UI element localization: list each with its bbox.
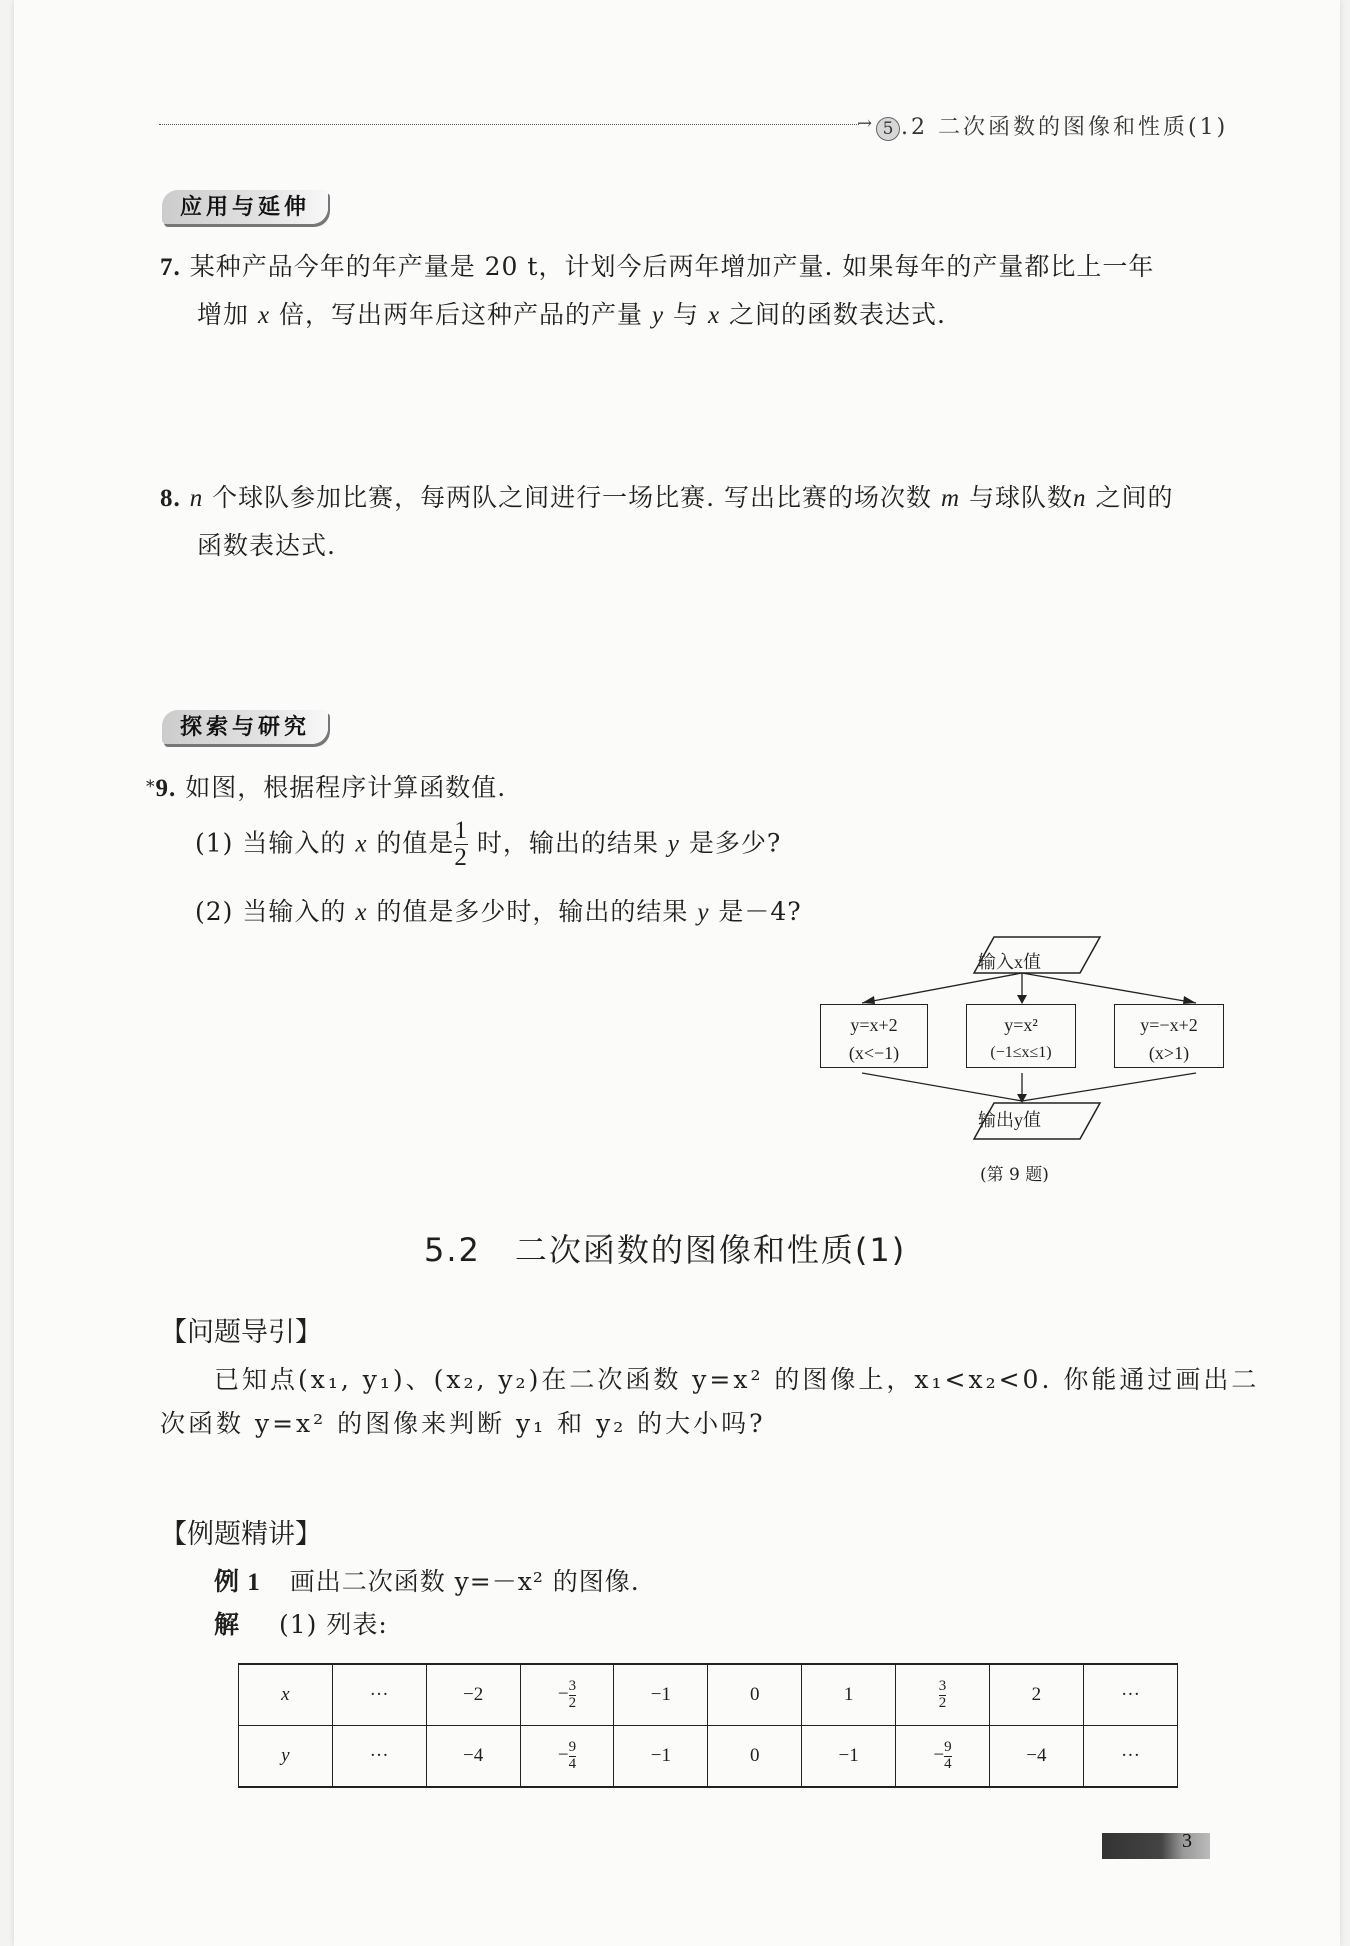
fraction: $\frac{9}{4}$: [944, 1738, 952, 1772]
flowchart-box-right: y=−x+2 (x>1): [1114, 1004, 1224, 1068]
table-row-x: [239, 1664, 1178, 1726]
header-rule: [159, 124, 859, 125]
table-cell: 0: [708, 1664, 802, 1726]
table-cell: − $\frac{3}{2}$: [520, 1664, 614, 1726]
flowchart-box-middle: y=x² (−1≤x≤1): [966, 1004, 1076, 1068]
header-arrow-icon: →: [857, 113, 873, 134]
flowchart-output-label: 输出y值: [978, 1110, 1041, 1130]
page-number: 3: [1182, 1830, 1192, 1852]
table-cell: [896, 1664, 990, 1726]
section-tab-apply: 应用与延伸: [162, 190, 328, 224]
example-1: 例 1 画出二次函数 y=－x² 的图像.: [214, 1567, 640, 1596]
fraction: $\frac{9}{4}$: [568, 1738, 577, 1772]
table-cell: ···: [1083, 1726, 1177, 1788]
intro-line-1: 已知点(x₁, y₁)、(x₂, y₂)在二次函数 y=x² 的图像上，x₁<x₂<0. 你能通过画出二: [214, 1365, 1260, 1394]
table-cell: − $\frac{9}{4}$: [520, 1726, 614, 1788]
table-cell: 2: [989, 1664, 1083, 1726]
fraction: $\frac{3}{2}$: [568, 1677, 577, 1711]
table-cell: ···: [332, 1664, 426, 1726]
table-cell: y: [239, 1726, 333, 1788]
table-cell: −1: [614, 1726, 708, 1788]
flowchart-box-left: y=x+2 (x<−1): [820, 1004, 928, 1068]
table-cell: −4: [426, 1726, 520, 1788]
table-cell: −1: [802, 1726, 896, 1788]
intro-heading: 【问题导引】: [160, 1317, 322, 1348]
table-cell: ···: [332, 1726, 426, 1788]
textbook-page: [14, 0, 1340, 1946]
table-row-y: [239, 1726, 1178, 1788]
figure-caption: (第 9 题): [980, 1165, 1049, 1185]
table-cell: ···: [1083, 1664, 1177, 1726]
fraction: $\frac{3}{2}$: [938, 1677, 947, 1711]
solution-label: 解: [214, 1612, 241, 1639]
table-cell: −2: [426, 1664, 520, 1726]
problem-number: 7.: [160, 254, 181, 281]
problem-8: 8. n 个球队参加比赛，每两队之间进行一场比赛. 写出比赛的场次数 m 与球队数n 之间的 函数表达式.: [160, 483, 1174, 560]
table-cell: −4: [989, 1726, 1083, 1788]
circled-number: 5: [876, 117, 900, 141]
table-cell: 0: [708, 1726, 802, 1788]
table-cell: −1: [614, 1664, 708, 1726]
table-cell: 1: [802, 1664, 896, 1726]
section-tab-explore: 探索与研究: [162, 710, 328, 744]
problem-9-q2: (2) 当输入的 x 的值是多少时，输出的结果 y 是－4?: [195, 897, 802, 926]
star-mark: *: [146, 777, 156, 797]
problem-7: 7. 某种产品今年的年产量是 20 t，计划今后两年增加产量. 如果每年的产量都比上一年 增加 x 倍，写出两年后这种产品的产量 y 与 x 之间的函数表达式.: [160, 252, 1155, 329]
section-title: 5.2 二次函数的图像和性质(1): [424, 1231, 907, 1269]
table-cell: x: [239, 1664, 333, 1726]
example-label: 例 1: [214, 1569, 261, 1596]
problem-9-q1: (1) 当输入的 x 的值是 $\frac{1}{2}$ 时，输出的结果 y 是多少?: [195, 817, 782, 872]
problem-9: *9. 如图，根据程序计算函数值.: [146, 773, 507, 802]
problem-number: 8.: [160, 485, 181, 512]
running-header: 5 .2 二次函数的图像和性质(1): [876, 110, 1228, 141]
problem-number: 9.: [155, 775, 177, 802]
fraction-half: $\frac{1}{2}$: [454, 817, 468, 872]
flowchart-input-label: 输入x值: [978, 952, 1041, 972]
solution-line: 解 (1) 列表:: [214, 1610, 388, 1639]
example-heading: 【例题精讲】: [160, 1519, 322, 1550]
value-table: [238, 1663, 1178, 1788]
intro-line-2: 次函数 y=x² 的图像来判断 y₁ 和 y₂ 的大小吗?: [160, 1409, 766, 1438]
table-cell: − $\frac{9}{4}$: [896, 1726, 990, 1788]
page-number-bar: [1102, 1833, 1210, 1859]
